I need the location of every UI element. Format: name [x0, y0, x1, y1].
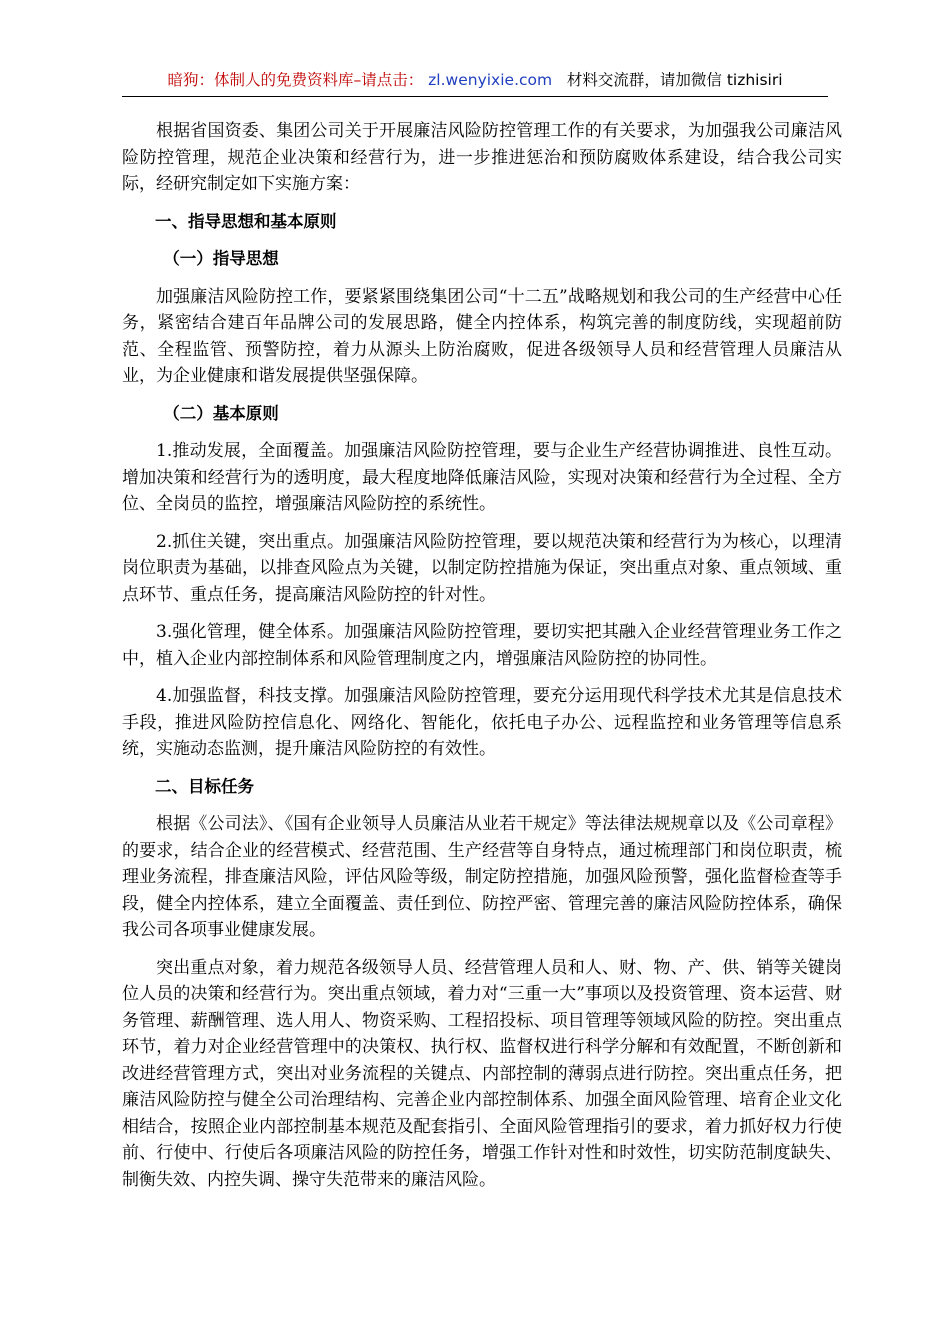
section-1-heading: 一、指导思想和基本原则 — [155, 211, 337, 231]
subsection-2-heading: （二）基本原则 — [163, 403, 279, 423]
principle-2-paragraph: 2.抓住关键，突出重点。加强廉洁风险防控管理，要以规范决策和经营行为为核心，以理清岗位职责为基础，以排查风险点为关键，以制定防控措施为保证，突出重点对象、重点领域、重点环节、重点任务，提高廉洁风险防控的针对性。 — [122, 531, 842, 605]
intro-paragraph: 根据省国资委、集团公司关于开展廉洁风险防控管理工作的有关要求，为加强我公司廉洁风险防控管理，规范企业决策和经营行为，进一步推进惩治和预防腐败体系建设，结合我公司实际，经研究制定如下实施方案： — [122, 121, 842, 194]
principle-1-paragraph: 1.推动发展，全面覆盖。加强廉洁风险防控管理，要与企业生产经营协调推进、良性互动。增加决策和经营行为的透明度，最大程度地降低廉洁风险，实现对决策和经营行为全过程、全方位、全岗员的监控，增强廉洁风险防控的系统性。 — [122, 441, 842, 514]
header-brand: 暗狗：体制人的免费资料库 — [167, 71, 354, 89]
subsection-1-heading: （一）指导思想 — [163, 249, 279, 268]
header-click-label: 请点击： — [361, 71, 424, 89]
principle-4-paragraph: 4.加强监督，科技支撑。加强廉洁风险防控管理，要充分运用现代科学技术尤其是信息技术手段，推进风险防控信息化、网络化、智能化，依托电子办公、远程监控和业务管理等信息系统，实施动态监测，提升廉洁风险防控的有效性。 — [122, 686, 842, 759]
principle-3-paragraph: 3.强化管理，健全体系。加强廉洁风险防控管理，要切实把其融入企业经营管理业务工作之中，植入企业内部控制体系和风险管理制度之内，增强廉洁风险防控的协同性。 — [122, 622, 842, 669]
header-dash: – — [353, 71, 362, 89]
objectives-paragraph-1: 根据《公司法》、《国有企业领导人员廉洁从业若干规定》等法律法规规章以及《公司章程》的要求，结合企业的经营模式、经营范围、生产经营等自身特点，通过梳理部门和岗位职责，梳理业务流程，排查廉洁风险，评估风险等级，制定防控措施，加强风险预警，强化监督检查等手段，健全内控体系，建立全面覆盖、责任到位、防控严密、管理完善的廉洁风险防控体系，确保我公司各项事业健康发展。 — [122, 814, 842, 940]
objectives-paragraph-2: 突出重点对象，着力规范各级领导人员、经营管理人员和人、财、物、产、供、销等关键岗位人员的决策和经营行为。突出重点领域，着力对“三重一大”事项以及投资管理、资本运营、财务管理、薪酬管理、选人用人、物资采购、工程招投标、项目管理等领域风险的防控。突出重点环节，着力对企业经营管理中的决策权、执行权、监督权进行科学分解和有效配置，不断创新和改进经营管理方式，突出对业务流程的关键点、内部控制的薄弱点进行防控。突出重点任务，把廉洁风险防控与健全公司治理结构、完善企业内部控制体系、加强全面风险管理、培育企业文化相结合，按照企业内部控制基本规范及配套指引、全面风险管理指引的要求，着力抓好权力行使前、行使中、行使后各项廉洁风险的防控任务，增强工作针对性和时效性，切实防范制度缺失、制衡失效、内控失调、操守失范带来的廉洁风险。 — [122, 957, 842, 1190]
header-url-link[interactable]: zl.wenyixie.com — [428, 71, 553, 89]
header-wechat: 材料交流群，请加微信 tizhisiri — [566, 71, 783, 89]
document-body — [122, 118, 842, 1204]
page-header — [122, 66, 828, 97]
guiding-ideology-paragraph: 加强廉洁风险防控工作，要紧紧围绕集团公司“十二五”战略规划和我公司的生产经营中心任务，紧密结合建百年品牌公司的发展思路，健全内控体系，构筑完善的制度防线，实现超前防范、全程监管、预警防控，着力从源头上防治腐败，促进各级领导人员和经营管理人员廉洁从业，为企业健康和谐发展提供坚强保障。 — [122, 286, 842, 386]
section-2-heading: 二、目标任务 — [155, 776, 254, 796]
